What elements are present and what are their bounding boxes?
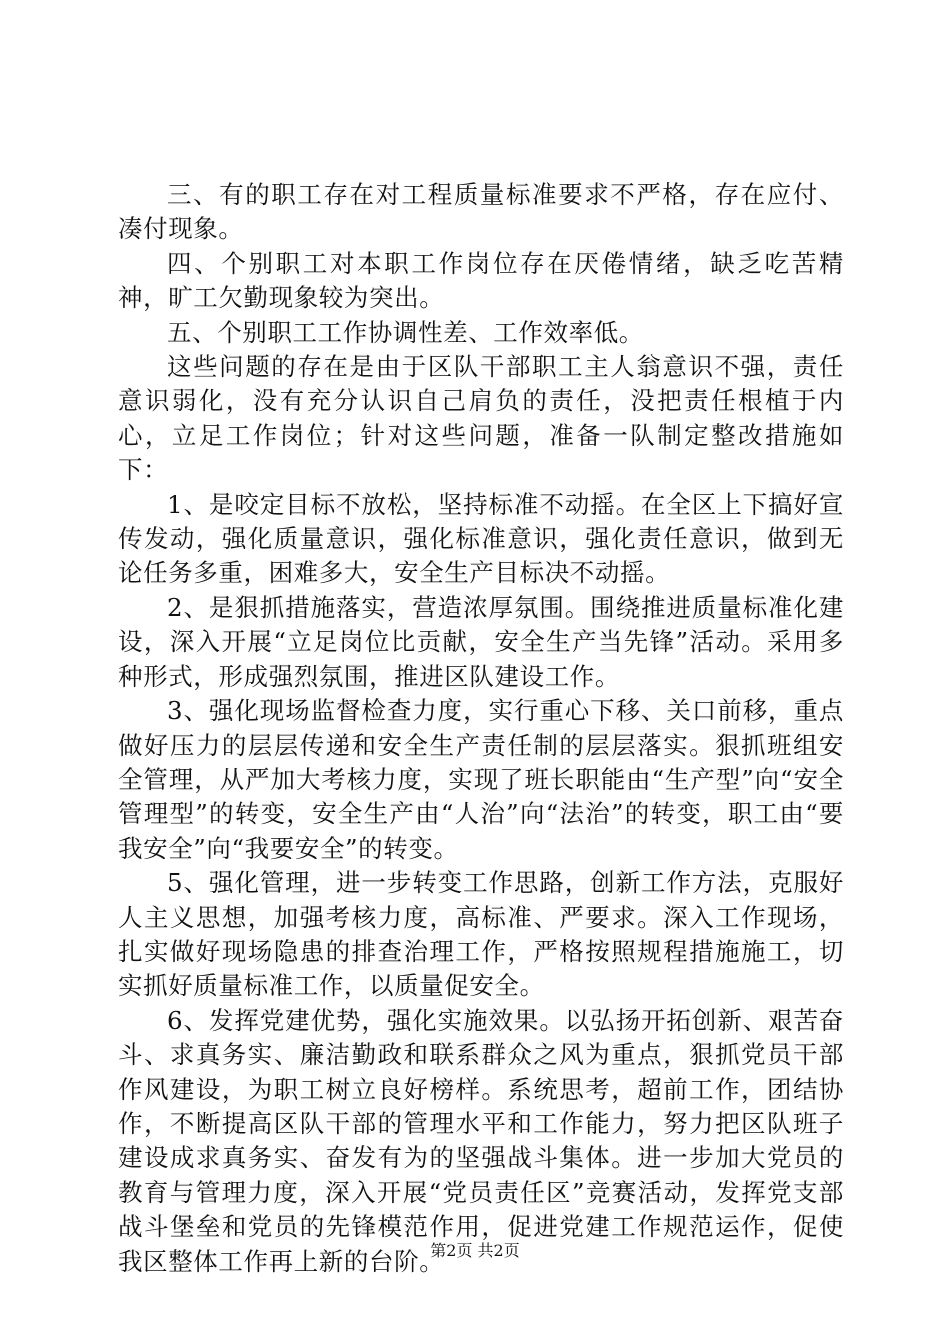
paragraph-measure-3: 3、强化现场监督检查力度，实行重心下移、关口前移，重点做好压力的层层传递和安全生产责任制的层层落实。狠抓班组安全管理，从严加大考核力度，实现了班长职能由“生产型”向“安全管理型”的转变，安全生产由“人治”向“法治”的转变，职工由“要我安全”向“我要安全”的转变。 — [118, 696, 844, 863]
paragraph-measure-2: 2、是狠抓措施落实，营造浓厚氛围。围绕推进质量标准化建设，深入开展“立足岗位比贡献，安全生产当先锋”活动。采用多种形式，形成强烈氛围，推进区队建设工作。 — [118, 592, 844, 691]
paragraph-measure-6: 6、发挥党建优势，强化实施效果。以弘扬开拓创新、艰苦奋斗、求真务实、廉洁勤政和联系群众之风为重点，狠抓党员干部作风建设，为职工树立良好榜样。系统思考，超前工作，团结协作，不断提高区队干部的管理水平和工作能力，努力把区队班子建设成求真务实、奋发有为的坚强战斗集体。进一步加大党员的教育与管理力度，深入开展“党员责任区”竞赛活动，发挥党支部战斗堡垒和党员的先锋模范作用，促进党建工作规范运作，促使我区整体工作再上新的台阶。 — [118, 1005, 844, 1276]
page-number-footer: 第2页 共2页 — [430, 1241, 520, 1260]
paragraph-problem-cause: 这些问题的存在是由于区队干部职工主人翁意识不强，责任意识弱化，没有充分认识自己肩负的责任，没把责任根植于内心，立足工作岗位；针对这些问题，准备一队制定整改措施如下： — [118, 352, 844, 485]
paragraph-measure-5: 5、强化管理，进一步转变工作思路，创新工作方法，克服好人主义思想，加强考核力度，高标准、严要求。深入工作现场，扎实做好现场隐患的排查治理工作，严格按照规程措施施工，切实抓好质量标准工作，以质量促安全。 — [118, 868, 844, 1001]
paragraph-measure-1: 1、是咬定目标不放松，坚持标准不动摇。在全区上下搞好宣传发动，强化质量意识，强化标准意识，强化责任意识，做到无论任务多重，困难多大，安全生产目标决不动摇。 — [118, 489, 844, 588]
paragraph-item-3: 三、有的职工存在对工程质量标准要求不严格，存在应付、凑付现象。 — [118, 180, 844, 244]
document-body — [118, 178, 844, 1279]
paragraph-item-5: 五、个别职工工作协调性差、工作效率低。 — [167, 317, 644, 347]
paragraph-item-4: 四、个别职工对本职工作岗位存在厌倦情绪，缺乏吃苦精神，旷工欠勤现象较为突出。 — [118, 248, 844, 313]
